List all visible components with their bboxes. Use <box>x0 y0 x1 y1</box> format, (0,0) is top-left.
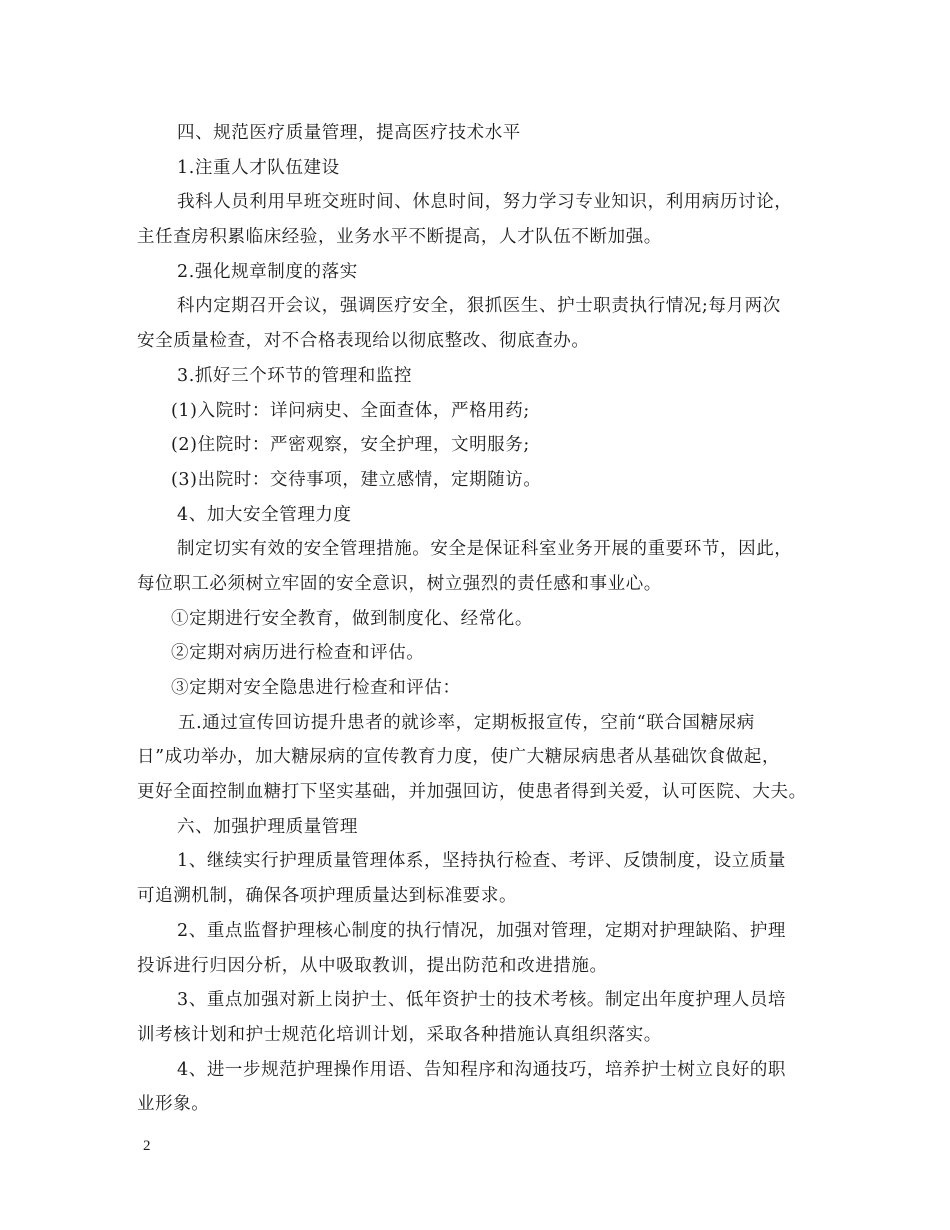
text-line: 五.通过宣传回访提升患者的就诊率，定期板报宣传，空前“联合国糖尿病 <box>178 712 755 733</box>
text-line: 3、重点加强对新上岗护士、低年资护士的技术考核。制定出年度护理人员培 <box>177 990 787 1011</box>
text-line: 主任查房积累临床经验，业务水平不断提高，人才队伍不断加强。 <box>137 227 662 248</box>
text-line: 制定切实有效的安全管理措施。安全是保证科室业务开展的重要环节，因此， <box>177 539 793 560</box>
text-line: 每位职工必须树立牢固的安全意识，树立强烈的责任感和事业心。 <box>137 573 662 594</box>
page-number: 2 <box>143 1138 151 1154</box>
text-line: 六、加强护理质量管理 <box>177 816 358 837</box>
text-line: 3.抓好三个环节的管理和监控 <box>177 365 413 386</box>
text-line: 可追溯机制，确保各项护理质量达到标准要求。 <box>137 886 518 907</box>
text-line: 安全质量检查，对不合格表现给以彻底整改、彻底查办。 <box>137 331 590 352</box>
text-line: 2、重点监督护理核心制度的执行情况，加强对管理，定期对护理缺陷、护理 <box>177 920 787 941</box>
text-line: 日”成功举办，加大糖尿病的宣传教育力度，使广大糖尿病患者从基础饮食做起， <box>137 747 781 768</box>
text-line: 四、规范医疗质量管理，提高医疗技术水平 <box>177 123 521 143</box>
text-line: 更好全面控制血糖打下坚实基础，并加强回访，使患者得到关爱，认可医院、大夫。 <box>137 782 807 803</box>
text-line: ①定期进行安全教育，做到制度化、经常化。 <box>171 608 533 629</box>
text-line: 业形象。 <box>137 1094 210 1115</box>
text-line: 我科人员利用早班交班时间、休息时间，努力学习专业知识，利用病历讨论， <box>177 192 793 213</box>
text-line: ③定期对安全隐患进行检查和评估： <box>171 678 461 698</box>
text-line: (3)出院时：交待事项，建立感情，定期随访。 <box>171 469 542 490</box>
text-line: 2.强化规章制度的落实 <box>177 261 358 282</box>
text-line: 科内定期召开会议，强调医疗安全，狠抓医生、护士职责执行情况;每月两次 <box>177 296 781 317</box>
text-line: ②定期对病历进行检查和评估。 <box>171 643 425 664</box>
text-line: 投诉进行归因分析，从中吸取教训，提出防范和改进措施。 <box>137 955 608 976</box>
text-line: 4、加大安全管理力度 <box>177 504 352 525</box>
text-line: 训考核计划和护士规范化培训计划，采取各种措施认真组织落实。 <box>137 1024 662 1045</box>
text-line: (1)入院时：详问病史、全面查体，严格用药; <box>171 400 530 421</box>
text-line: 1.注重人才队伍建设 <box>177 157 340 178</box>
document-body <box>137 116 827 1122</box>
text-line: 1、继续实行护理质量管理体系，坚持执行检查、考评、反馈制度，设立质量 <box>177 851 787 872</box>
text-line: (2)住院时：严密观察，安全护理，文明服务; <box>171 435 530 456</box>
text-line: 4、进一步规范护理操作用语、告知程序和沟通技巧，培养护士树立良好的职 <box>177 1059 787 1080</box>
